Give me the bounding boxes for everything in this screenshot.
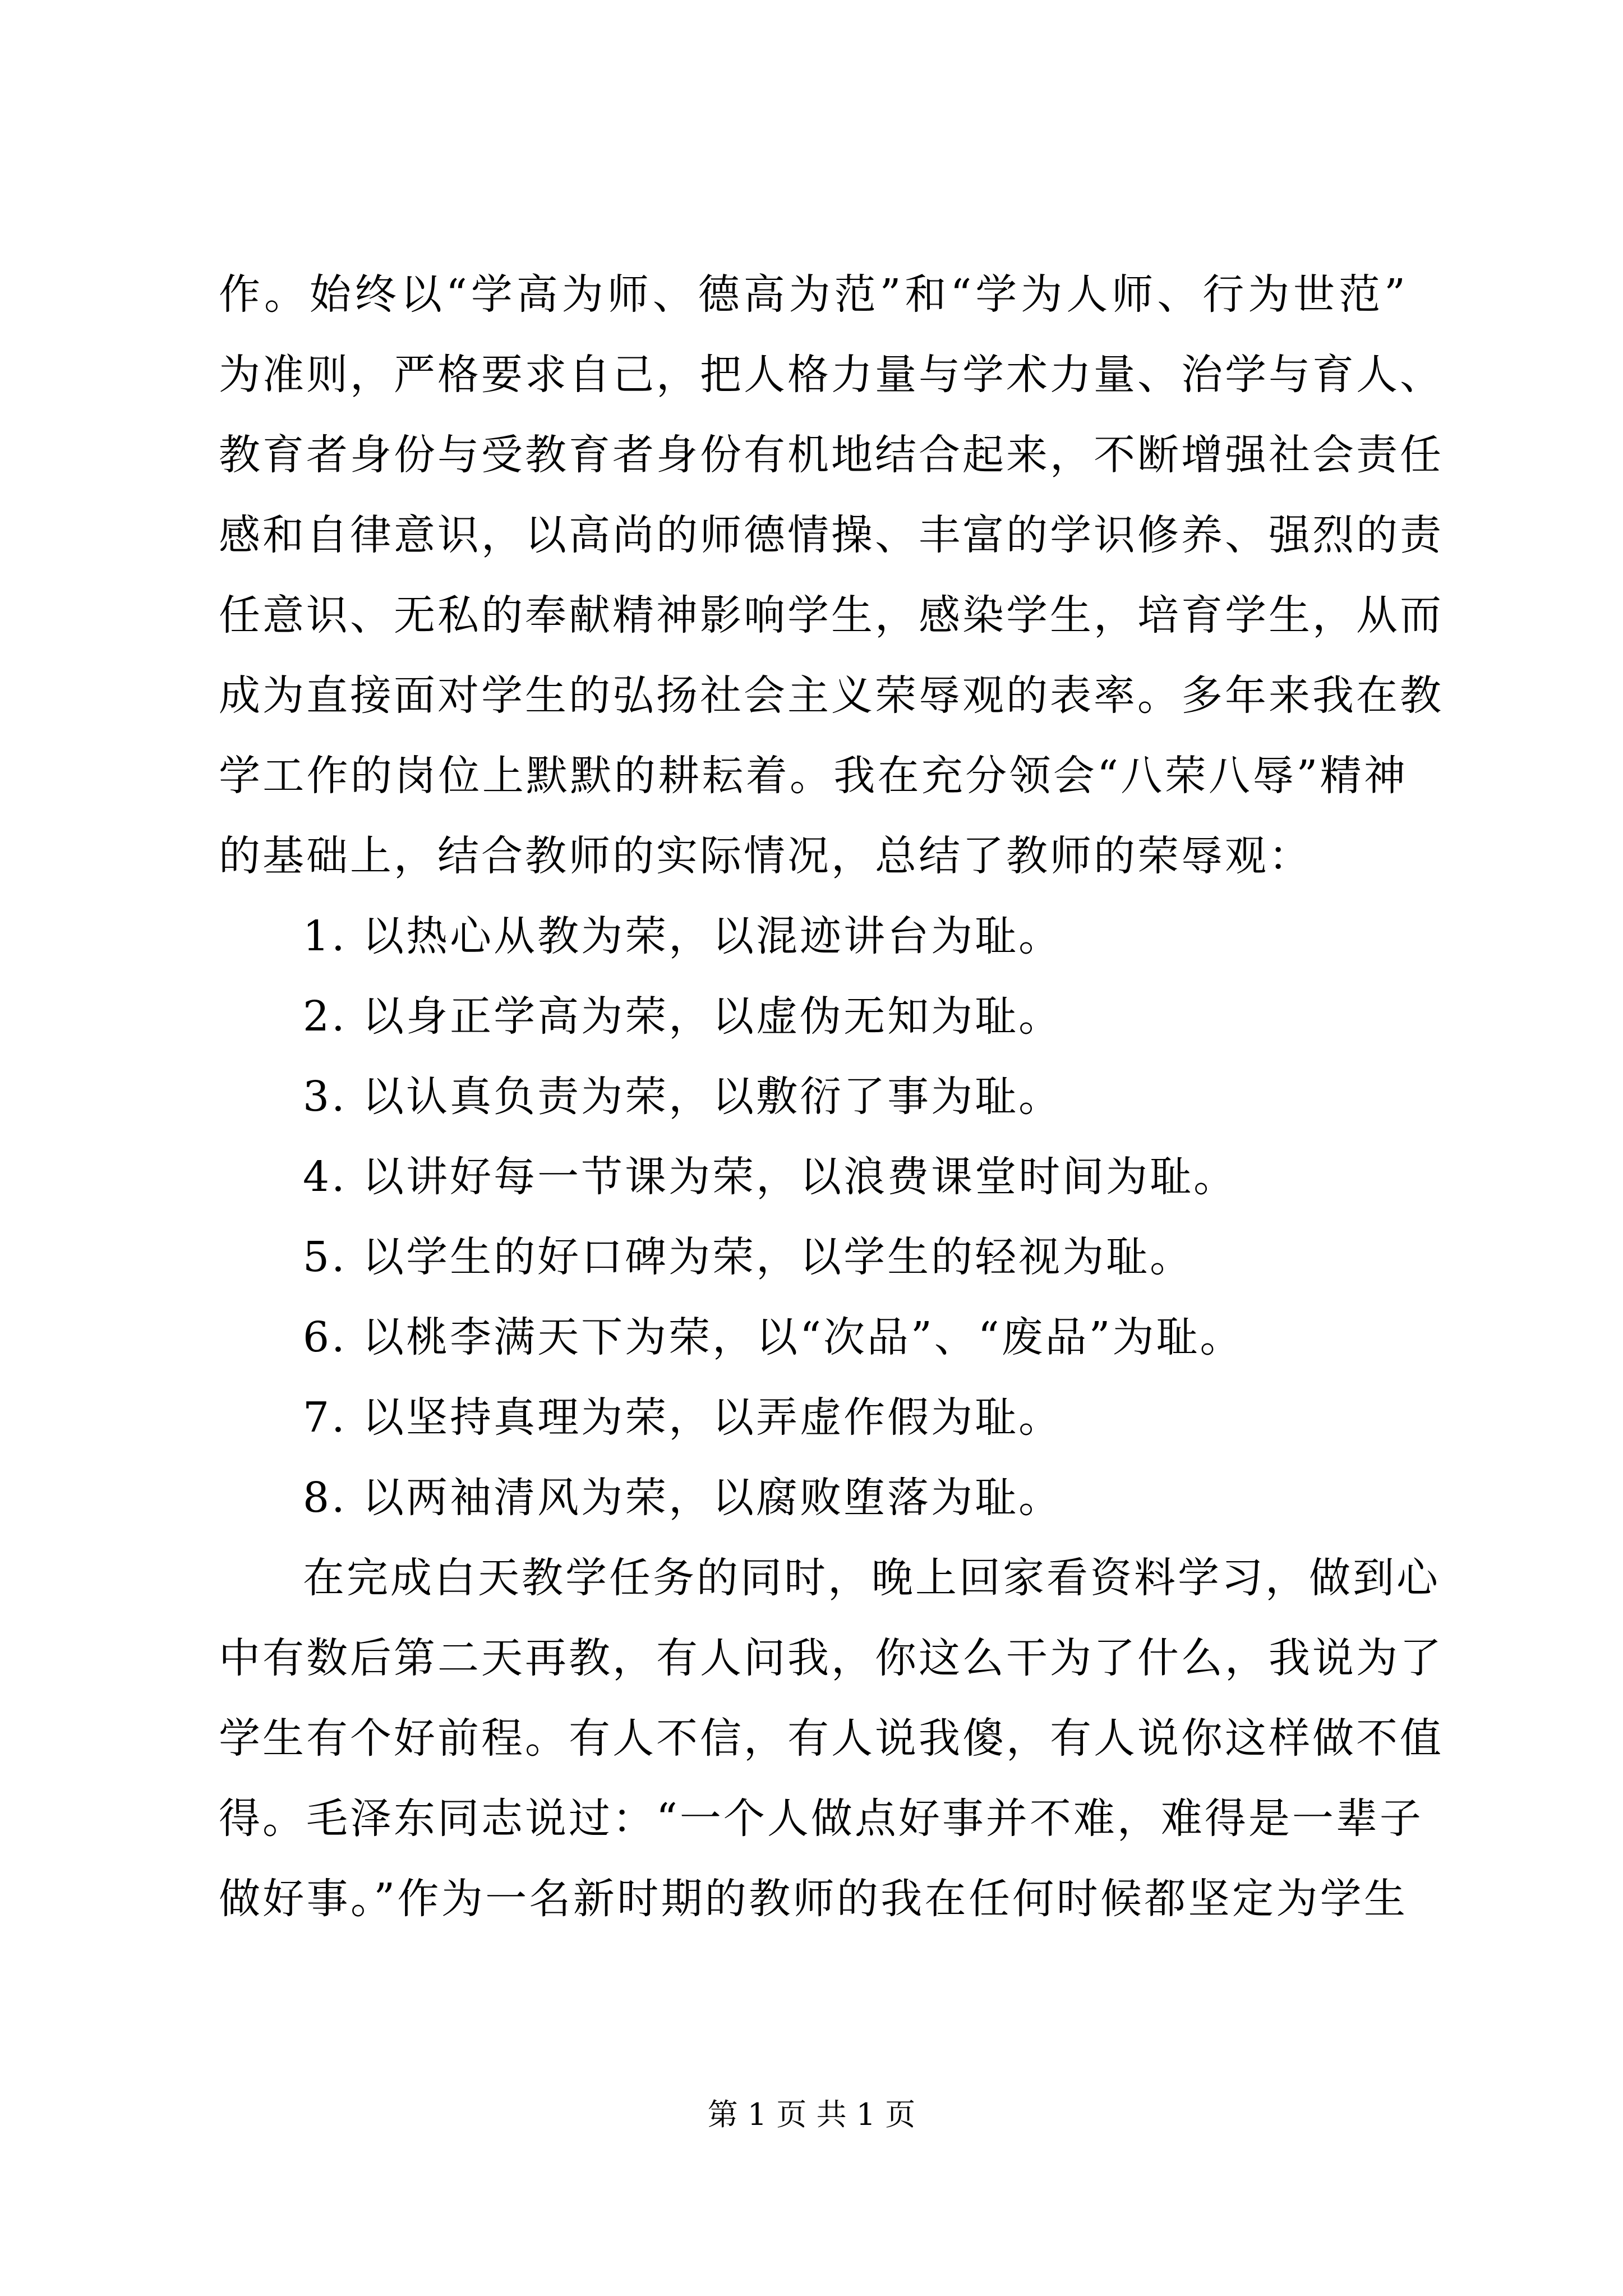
list-item: 3. 以认真负责为荣，以敷衍了事为耻。 — [303, 1073, 1063, 1121]
list-item: 1. 以热心从教为荣，以混迹讲台为耻。 — [303, 912, 1063, 960]
body-line: 感和自律意识，以高尚的师德情操、丰富的学识修养、强烈的责 — [219, 511, 1444, 559]
body-line: 为准则，严格要求自己，把人格力量与学术力量、治学与育人、 — [219, 351, 1444, 399]
list-item: 7. 以坚持真理为荣，以弄虚作假为耻。 — [303, 1393, 1063, 1442]
list-item: 4. 以讲好每一节课为荣，以浪费课堂时间为耻。 — [303, 1153, 1238, 1201]
list-item: 8. 以两袖清风为荣，以腐败堕落为耻。 — [303, 1474, 1063, 1522]
body-line: 的基础上，结合教师的实际情况，总结了教师的荣辱观： — [219, 832, 1312, 880]
body-line: 在完成白天教学任务的同时，晚上回家看资料学习，做到心 — [303, 1554, 1440, 1602]
list-item: 2. 以身正学高为荣，以虚伪无知为耻。 — [303, 992, 1063, 1041]
list-item: 6. 以桃李满天下为荣，以“次品”、“废品”为耻。 — [303, 1313, 1244, 1361]
body-line: 得。毛泽东同志说过：“一个人做点好事并不难，难得是一辈子 — [219, 1795, 1423, 1843]
body-line: 作。始终以“学高为师、德高为范”和“学为人师、行为世范” — [219, 270, 1408, 319]
page-number-footer: 第 1 页 共 1 页 — [707, 2097, 916, 2132]
body-line: 做好事。”作为一名新时期的教师的我在任何时候都坚定为学生 — [219, 1875, 1408, 1923]
body-line: 学生有个好前程。有人不信，有人说我傻，有人说你这样做不值 — [219, 1714, 1444, 1763]
list-item: 5. 以学生的好口碑为荣，以学生的轻视为耻。 — [303, 1233, 1194, 1281]
body-line: 中有数后第二天再教，有人问我，你这么干为了什么，我说为了 — [219, 1634, 1444, 1682]
body-line: 任意识、无私的奉献精神影响学生，感染学生，培育学生，从而 — [219, 591, 1444, 639]
body-line: 成为直接面对学生的弘扬社会主义荣辱观的表率。多年来我在教 — [219, 671, 1444, 720]
body-line: 学工作的岗位上默默的耕耘着。我在充分领会“八荣八辱”精神 — [219, 752, 1408, 800]
body-line: 教育者身份与受教育者身份有机地结合起来，不断增强社会责任 — [219, 431, 1444, 479]
